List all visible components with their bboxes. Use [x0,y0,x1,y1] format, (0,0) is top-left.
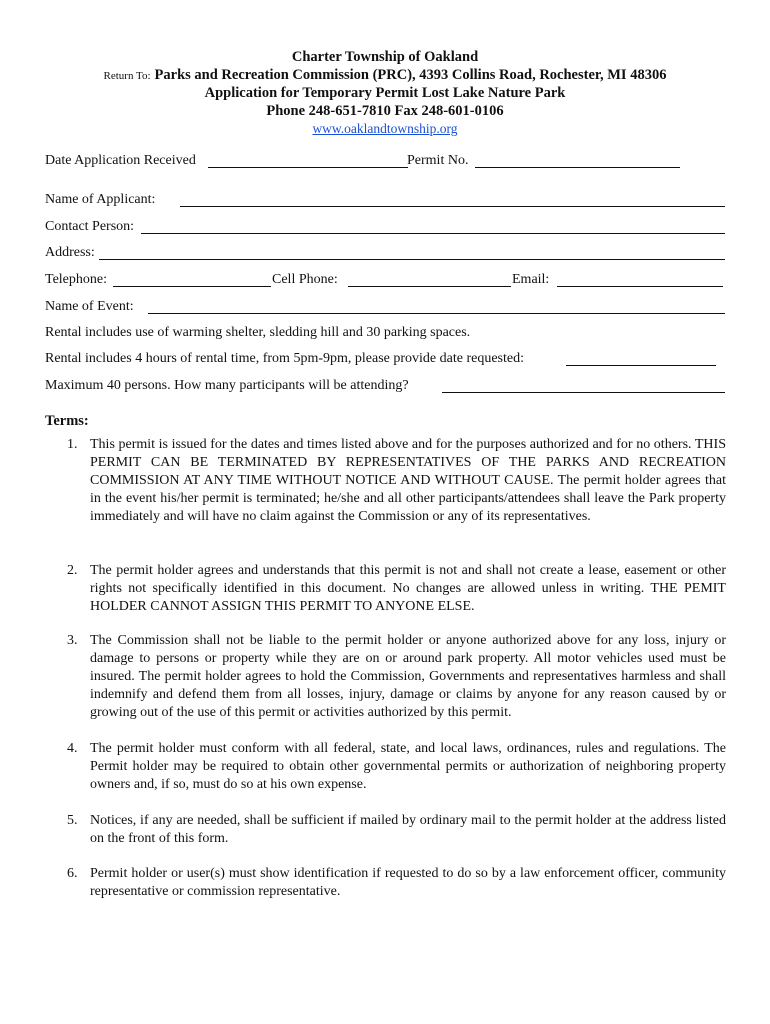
term-number: 1. [67,437,78,452]
term-number: 6. [67,866,78,881]
event-field[interactable] [148,313,725,314]
term-text: The permit holder must conform with all federal, state, and local laws, ordinances, rules and regulations. The Permit holder may be required to obtain other governmental permits or authorization of neighboring property owners and, if so, must do so at his own expense. [90,741,726,792]
term-number: 4. [67,741,78,756]
rental-includes-text: Rental includes use of warming shelter, sledding hill and 30 parking spaces. [45,325,471,340]
applicant-field[interactable] [180,206,725,207]
term-text: The Commission shall not be liable to the permit holder or anyone authorized above for any loss, injury or damage to persons or property while they are on or around park property. All motor vehicles used must be insured. The permit holder agrees to hold the Commission, Governments and representatives harmless and shall indemnify and defend them from all losses, injury, damage or claims by anyone for any reason caused by or growing out of the use of this permit or activities authorized by this permit. [90,633,726,720]
rental-time-text: Rental includes 4 hours of rental time, from 5pm-9pm, please provide date requested: [45,351,524,366]
telephone-label: Telephone: [45,272,107,287]
return-to-address: Parks and Recreation Commission (PRC), 4393 Collins Road, Rochester, MI 48306 [154,67,667,83]
email-label: Email: [512,272,550,287]
term-text: This permit is issued for the dates and times listed above and for the purposes authorized and for no others. THIS PERMIT CAN BE TERMINATED BY REPRESENTATIVES OF THE PARKS AND RECREATION COMMISSION AT ANY TIME WITHOUT NOTICE AND WITHOUT CAUSE. The permit holder agrees that in the event his/her permit is terminated; he/she and all other participants/attendees shall leave the Park property immediately and will have no claim against the Commission or any of its representatives. [90,437,726,524]
requested-date-field[interactable] [566,365,716,366]
date-received-label: Date Application Received [45,153,196,168]
address-label: Address: [45,245,95,260]
email-field[interactable] [557,286,723,287]
return-to-line [0,66,770,85]
participants-row [45,376,725,396]
applicant-row [45,190,725,210]
date-received-field[interactable] [208,167,408,168]
applicant-label: Name of Applicant: [45,192,156,207]
contact-row [45,217,725,237]
permit-no-field[interactable] [475,167,680,168]
website-link[interactable]: www.oaklandtownship.org [312,121,458,136]
term-text: Notices, if any are needed, shall be sufficient if mailed by ordinary mail to the permit holder at the address listed on the front of this form. [90,813,726,846]
term-number: 3. [67,633,78,648]
term-item [45,740,725,796]
term-item [45,632,725,724]
phone-fax: Phone 248-651-7810 Fax 248-601-0106 [266,103,504,119]
term-text: Permit holder or user(s) must show identification if requested to do so by a law enforcement officer, community representative or commission representative. [90,866,726,899]
phone-row [45,270,725,290]
telephone-field[interactable] [113,286,271,287]
contact-label: Contact Person: [45,219,135,234]
contact-field[interactable] [141,233,725,234]
form-title: Application for Temporary Permit Lost Lake Nature Park [204,85,566,101]
return-to-label: Return To: [103,70,151,82]
term-item [45,436,725,528]
date-permit-row [45,151,725,171]
term-item [45,865,725,903]
term-number: 5. [67,813,78,828]
event-row [45,297,725,317]
participants-field[interactable] [442,392,725,393]
max-persons-text: Maximum 40 persons. How many participants will be attending? [45,378,409,393]
cell-phone-field[interactable] [348,286,511,287]
term-text: The permit holder agrees and understands that this permit is not and shall not create a lease, easement or other rights not specifically identified in this document. No changes are allowed unless in writing. THE PEMIT HOLDER CANNOT ASSIGN THIS PERMIT TO ANYONE ELSE. [90,563,726,614]
permit-no-label: Permit No. [407,153,469,168]
terms-title: Terms: [45,413,89,429]
address-field[interactable] [99,259,725,260]
term-item [45,812,725,850]
cell-phone-label: Cell Phone: [272,272,338,287]
term-item [45,562,725,618]
org-name: Charter Township of Oakland [291,49,479,65]
event-label: Name of Event: [45,299,134,314]
term-number: 2. [67,563,78,578]
rental-time-row [45,349,725,369]
address-row [45,243,725,263]
